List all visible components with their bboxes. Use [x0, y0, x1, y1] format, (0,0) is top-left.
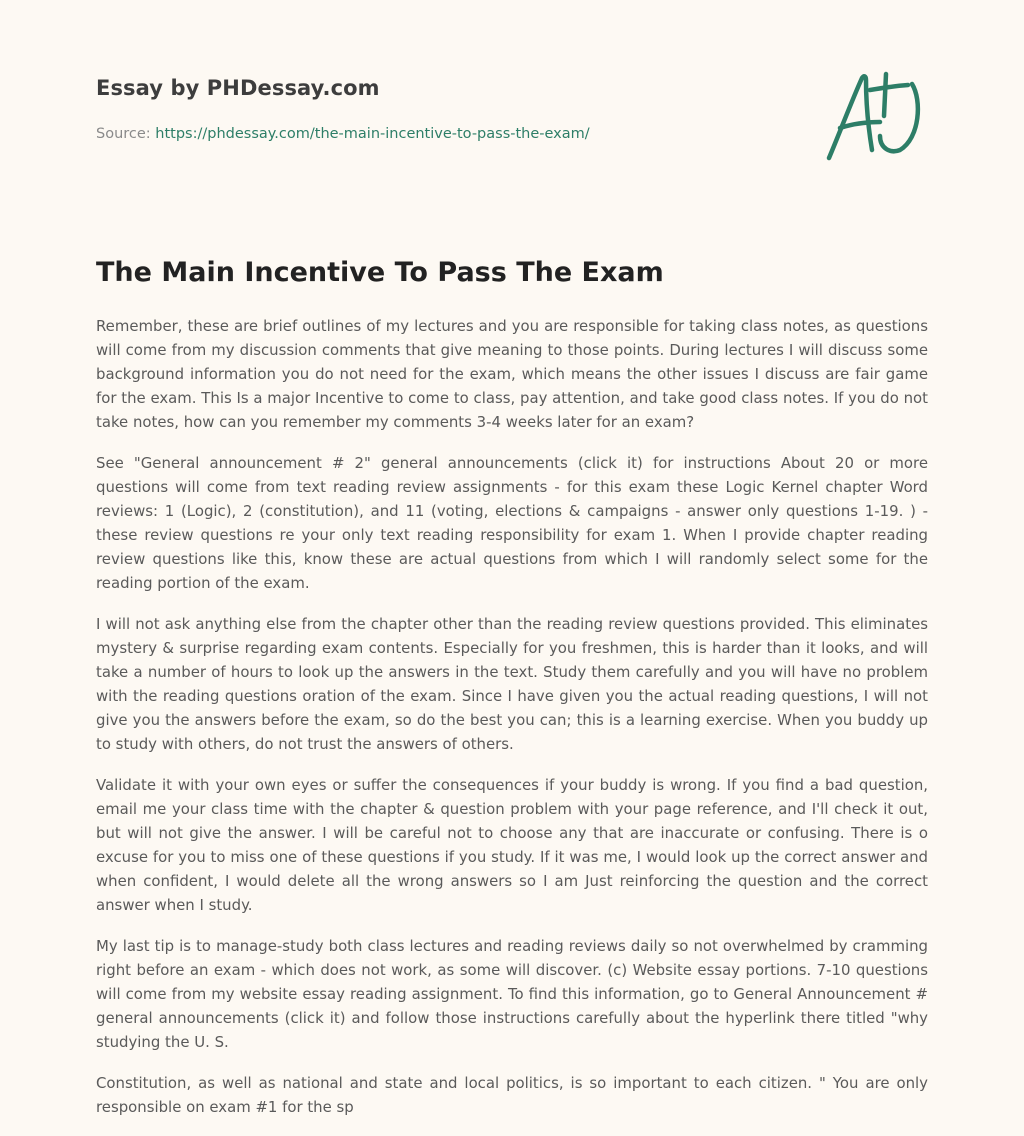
brand-title: Essay by PHDessay.com [96, 76, 380, 100]
essay-paragraph: Constitution, as well as national and state and local politics, is so important to each citizen. " You are only responsible on exam #1 for the sp [96, 1074, 928, 1116]
essay-paragraph: Remember, these are brief outlines of my lectures and you are responsible for taking class notes, as questions will come from my discussion comments that give meaning to those points. During lectures I will discuss some background information you do not need for the exam, which means the other issues I discuss are fair game for the exam. This Is a major Incentive to come to class, pay attention, and take good class notes. If you do not take notes, how can you remember my comments 3-4 weeks later for an exam? [96, 317, 928, 431]
source-label: Source: [96, 126, 151, 142]
essay-paragraph: See "General announcement # 2" general announcements (click it) for instructions About 20 or more questions will come from text reading review assignments - for this exam these Logic Kernel chapter Word reviews: 1 (Logic), 2 (constitution), and 11 (voting, elections & campaigns - answer only questions 1-19. ) - these review questions re your only text reading responsibility for exam 1. When I provide chapter reading review questions like this, know these are actual questions from which I will randomly select some for the reading portion of the exam. [96, 454, 928, 592]
source-line [96, 126, 936, 142]
page-title: The Main Incentive To Pass The Exam [96, 257, 664, 288]
source-link[interactable]: https://phdessay.com/the-main-incentive-to-pass-the-exam/ [155, 126, 590, 142]
essay-paragraph: I will not ask anything else from the chapter other than the reading review questions provided. This eliminates mystery & surprise regarding exam contents. Especially for you freshmen, this is harder than it looks, and will take a number of hours to look up the answers in the text. Study them carefully and you will have no problem with the reading questions oration of the exam. Since I have given you the actual reading questions, I will not give you the answers before the exam, so do the best you can; this is a learning exercise. When you buddy up to study with others, do not trust the answers of others. [96, 615, 928, 753]
a-plus-logo-icon [822, 66, 928, 166]
document-header [96, 76, 936, 142]
essay-paragraph: Validate it with your own eyes or suffer the consequences if your buddy is wrong. If you find a bad question, email me your class time with the chapter & question problem with your page reference, and I'll check it out, but will not give the answer. I will be careful not to choose any that are inaccurate or confusing. There is o excuse for you to miss one of these questions if you study. If it was me, I would look up the correct answer and when confident, I would delete all the wrong answers so I am Just reinforcing the question and the correct answer when I study. [96, 776, 928, 914]
essay-body [96, 314, 928, 1136]
essay-paragraph: My last tip is to manage-study both class lectures and reading reviews daily so not overwhelmed by cramming right before an exam - which does not work, as some will discover. (c) Website essay portions. 7-10 questions will come from my website essay reading assignment. To find this information, go to General Announcement # general announcements (click it) and follow those instructions carefully about the hyperlink there titled "why studying the U. S. [96, 937, 928, 1051]
